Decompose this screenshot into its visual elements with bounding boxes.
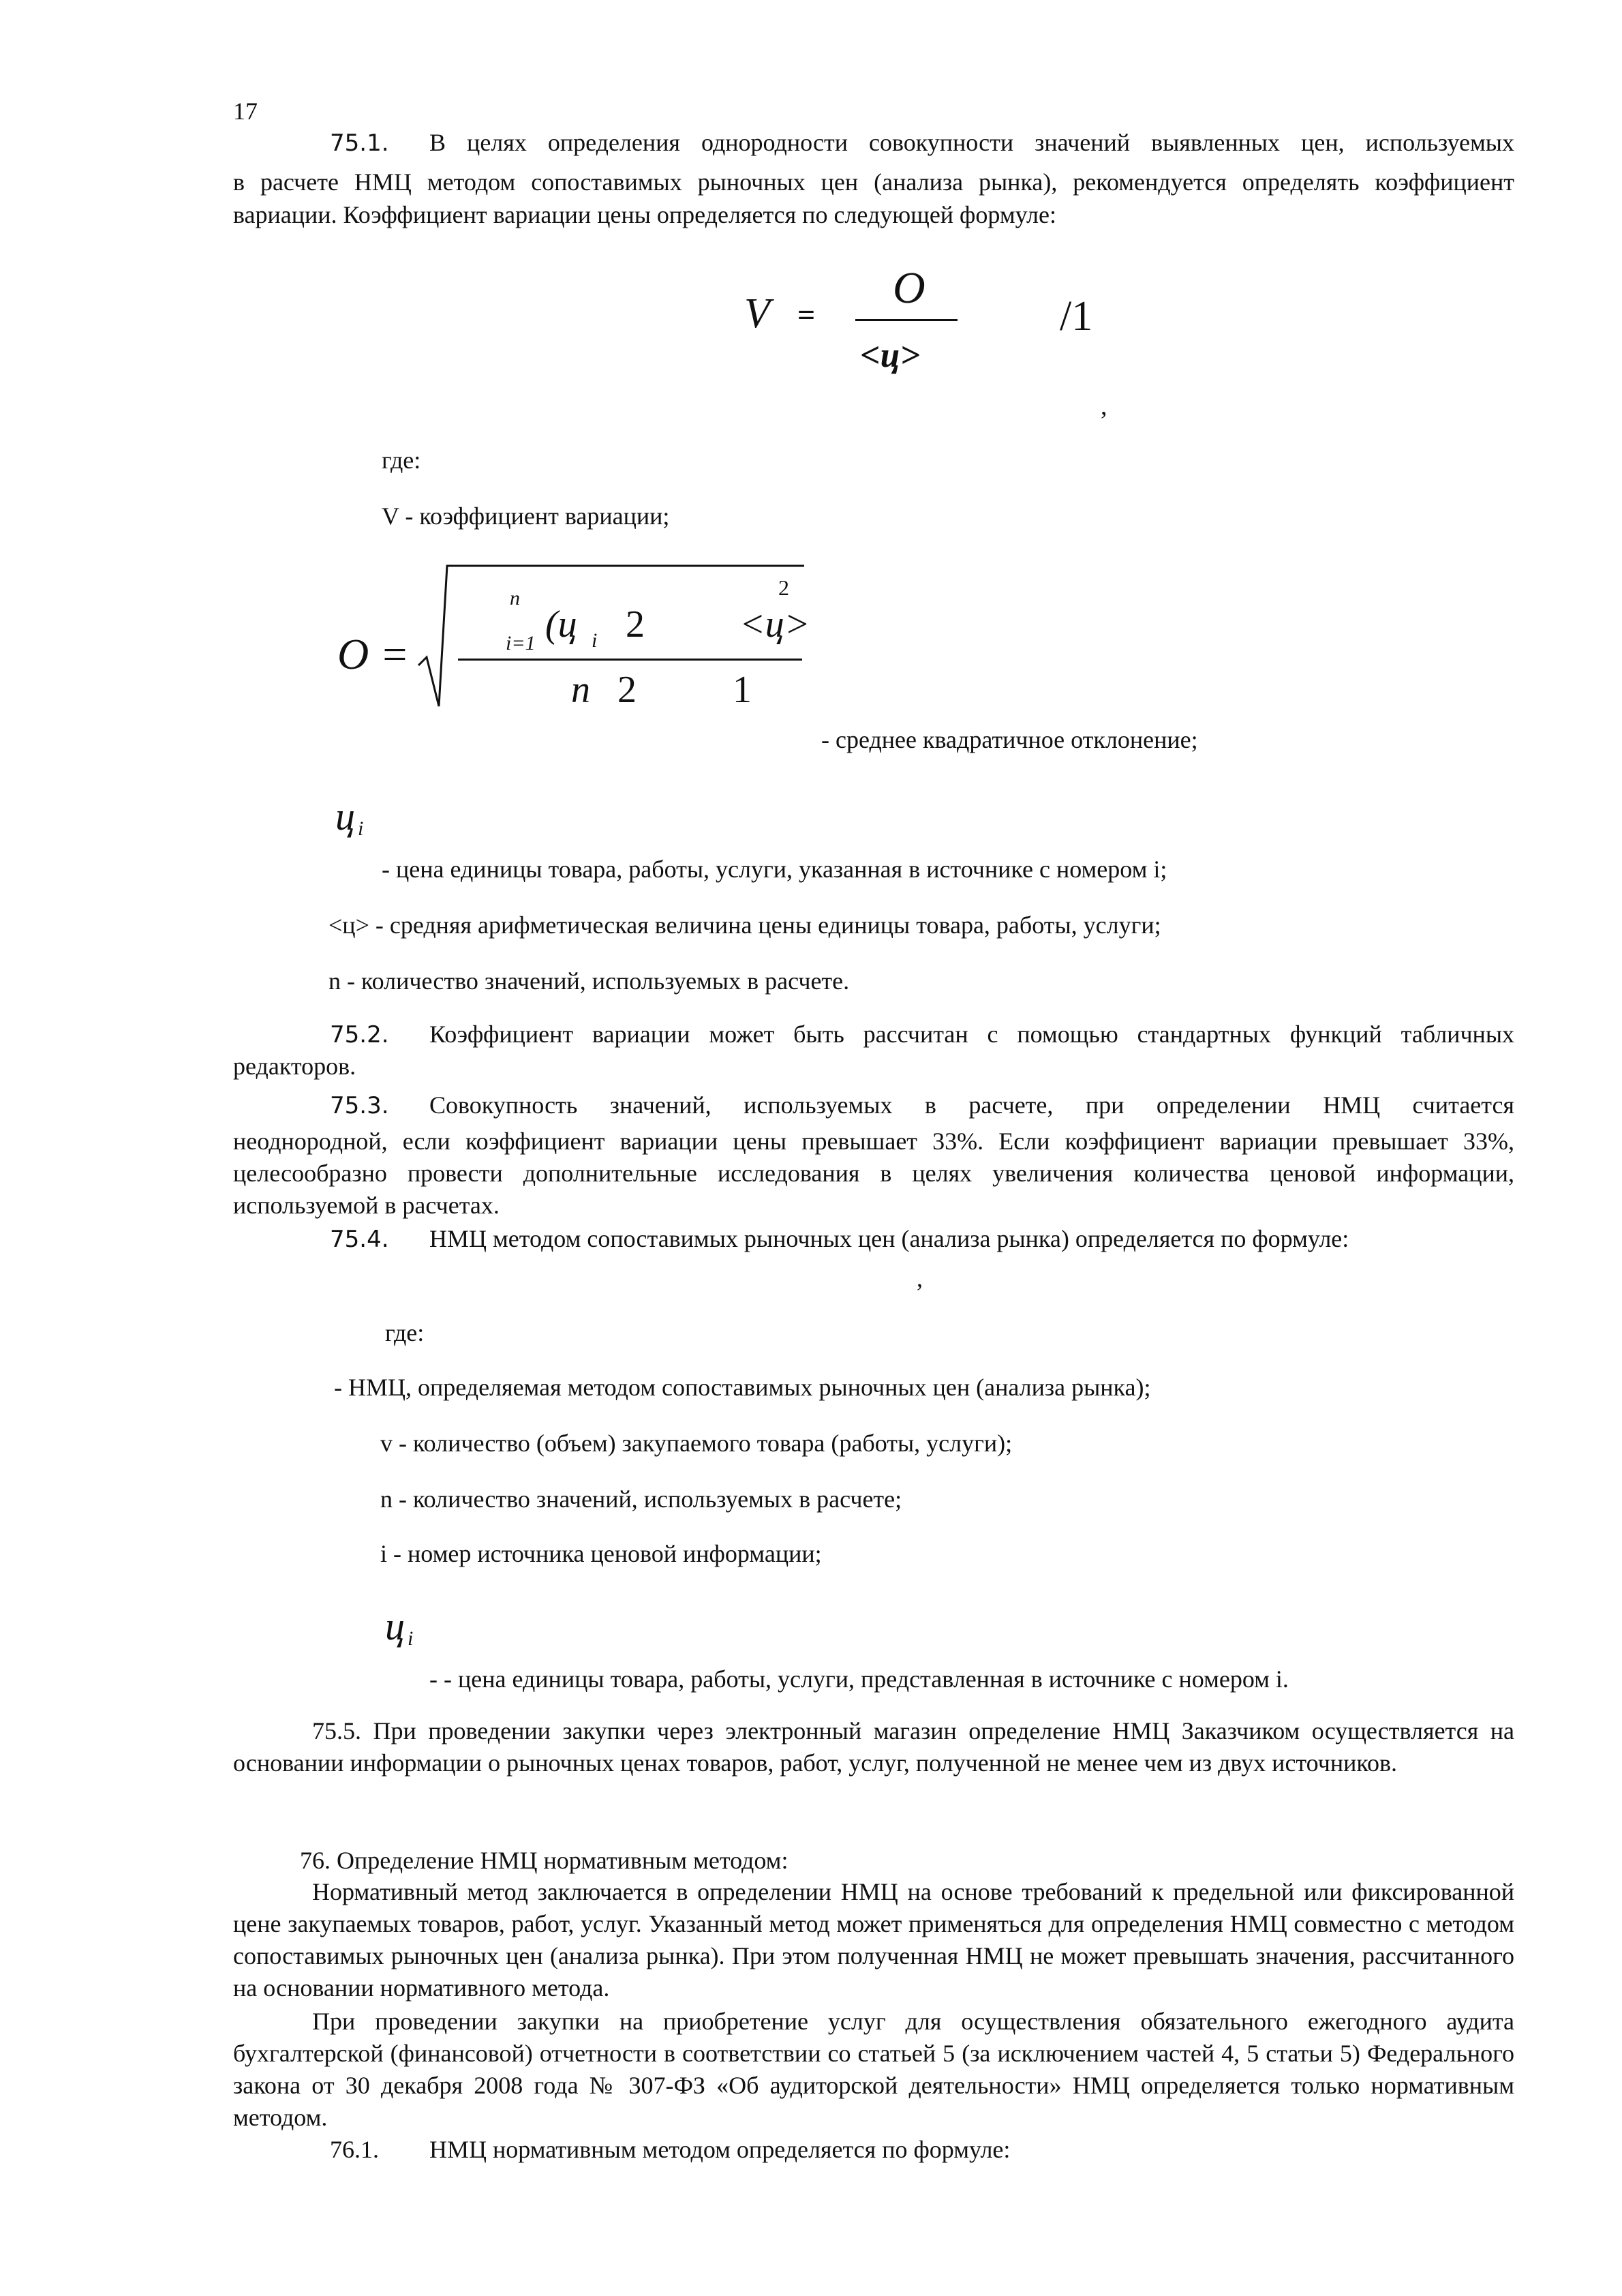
paragraph-first-line: В целях определения однородности совокупности значений выявленных цен, используемых bbox=[429, 129, 1514, 156]
paragraph-number: 75.4. bbox=[330, 1226, 389, 1253]
paragraph-first-line: Коэффициент вариации может быть рассчитан с помощью стандартных функций табличных bbox=[429, 1021, 1514, 1048]
definition-nmc: - НМЦ, определяемая методом сопоставимых рыночных цен (анализа рынка); bbox=[334, 1374, 1151, 1401]
paragraph-75-2 bbox=[233, 1018, 1514, 1082]
paragraph-75-1 bbox=[233, 127, 1514, 231]
where-label: где: bbox=[385, 1319, 425, 1346]
symbol-ci-letter: ц bbox=[335, 794, 355, 839]
paragraph-75-3 bbox=[233, 1089, 1514, 1222]
paragraph-76-1-text: НМЦ нормативным методом определяется по формуле: bbox=[429, 2136, 1011, 2163]
page-number: 17 bbox=[233, 97, 258, 125]
definition-ci: - цена единицы товара, работы, услуги, указанная в источнике с номером i; bbox=[382, 856, 1167, 883]
formula-comma: , bbox=[917, 1265, 923, 1292]
paragraph-76-normative: Нормативный метод заключается в определении НМЦ на основе требований к предельной или фиксированной цене закупаемых товаров, работ, услуг. Указанный метод может применяться для определения НМЦ совместно с методом сопоставимых рыночных цен (анализа рынка). При этом полученная НМЦ не может превышать значения, рассчитанного на основании нормативного метода. bbox=[233, 1878, 1514, 2002]
formula-comma: , bbox=[1101, 392, 1107, 421]
sum-lower-limit: i=1 bbox=[506, 632, 536, 654]
definition-n-values: n - количество значений, используемых в расчете; bbox=[380, 1485, 902, 1513]
denominator-n: n bbox=[571, 669, 590, 711]
square-exponent: 2 bbox=[778, 575, 789, 600]
symbol-ci-subscript: i bbox=[408, 1627, 414, 1650]
sum-upper-limit: n bbox=[510, 587, 520, 609]
paragraph-number: 75.2. bbox=[330, 1021, 389, 1048]
denominator-two: 2 bbox=[617, 669, 637, 711]
definition-i: i - номер источника ценовой информации; bbox=[380, 1540, 822, 1567]
section-76-title: 76. Определение НМЦ нормативным методом: bbox=[300, 1847, 789, 1874]
definition-n: n - количество значений, используемых в расчете. bbox=[328, 967, 850, 995]
formula-tail: /1 bbox=[1060, 293, 1093, 339]
paragraph-number: 75.3. bbox=[330, 1092, 389, 1119]
definition-sigma: - среднее квадратичное отклонение; bbox=[821, 726, 1198, 753]
where-label: где: bbox=[382, 447, 421, 474]
definition-mean: <ц> - средняя арифметическая величина цены единицы товара, работы, услуги; bbox=[328, 911, 1161, 939]
paragraph-76-audit: При проведении закупки на приобретение услуг для осуществления обязательного ежегодного аудита бухгалтерской (финансовой) отчетности в соответствии со статьей 5 (за исключением частей 4, 5 статьи 5) Федерального закона от 30 декабря 2008 года № 307-ФЗ «Об аудиторской деятельности» НМЦ определяется только нормативным методом. bbox=[233, 2008, 1514, 2131]
paragraph-75-5: 75.5. При проведении закупки через электронный магазин определение НМЦ Заказчиком осуществляется на основании информации о рыночных ценах товаров, работ, услуг, полученной не менее чем из двух источников. bbox=[233, 1717, 1514, 1777]
paragraph-75-4 bbox=[233, 1223, 1514, 1255]
sum-term-subscript: i bbox=[592, 629, 598, 652]
paragraph-body: редакторов. bbox=[233, 1052, 356, 1080]
sum-term: (ц bbox=[545, 603, 577, 646]
formula-denominator: <ц> bbox=[860, 336, 921, 375]
formula-equals: = bbox=[797, 297, 816, 332]
paragraph-first-line: НМЦ методом сопоставимых рыночных цен (анализа рынка) определяется по формуле: bbox=[429, 1225, 1349, 1252]
fraction-bar bbox=[458, 659, 802, 661]
fraction-bar bbox=[855, 319, 958, 321]
symbol-ci-subscript: i bbox=[358, 817, 364, 840]
sum-term-two: 2 bbox=[626, 603, 645, 646]
formula-numerator: О bbox=[893, 263, 925, 313]
definition-quantity: v - количество (объем) закупаемого товара (работы, услуги); bbox=[380, 1430, 1013, 1457]
definition-v: V - коэффициент вариации; bbox=[382, 502, 670, 530]
denominator-one: 1 bbox=[733, 669, 752, 711]
formula-lhs-v: V bbox=[744, 290, 770, 337]
sum-term-mean: <ц> bbox=[739, 603, 810, 646]
definition-ci-source: - - цена единицы товара, работы, услуги, представленная в источнике с номером i. bbox=[429, 1665, 1289, 1693]
paragraph-first-line: Совокупность значений, используемых в расчете, при определении НМЦ считается bbox=[429, 1091, 1514, 1119]
symbol-ci-letter: ц bbox=[385, 1604, 405, 1648]
paragraph-number: 75.1. bbox=[330, 130, 389, 157]
sigma-lhs: О = bbox=[337, 630, 410, 678]
paragraph-body: в расчете НМЦ методом сопоставимых рыночных цен (анализа рынка), рекомендуется определять коэффициент вариации. Коэффициент вариации цены определяется по следующей формуле: bbox=[233, 168, 1514, 228]
paragraph-76-1-number: 76.1. bbox=[330, 2136, 379, 2163]
paragraph-body: неоднородной, если коэффициент вариации цены превышает 33%. Если коэффициент вариации превышает 33%, целесообразно провести дополнительные исследования в целях увеличения количества ценовой информации, используемой в расчетах. bbox=[233, 1127, 1514, 1219]
